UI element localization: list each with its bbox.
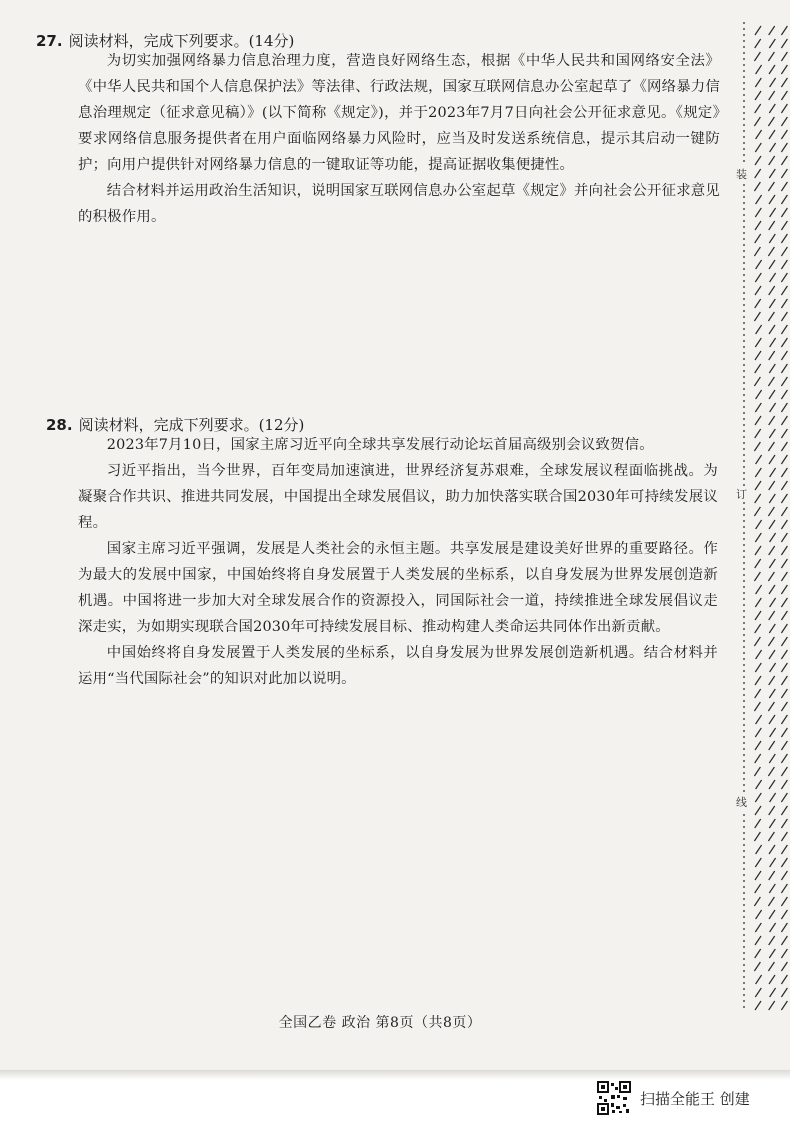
page-edge-shadow — [0, 1070, 790, 1080]
question-27-material: 为切实加强网络暴力信息治理力度，营造良好网络生态，根据《中华人民共和国网络安全法》《中华人民共和国个人信息保护法》等法律、行政法规，国家互联网信息办公室起草了《网络暴力信息治理规定（征求意见稿）》(以下简称《规定》)，并于2023年7月7日向社会公开征求意见。《规定》要求网络信息服务提供者在用户面临网络暴力风险时，应当及时发送系统信息，提示其启动一键防护；向用户提供针对网络暴力信息的一键取证等功能，提高证据收集便捷性。 — [78, 53, 720, 173]
question-27-heading: 阅读材料，完成下列要求。(14分) — [68, 32, 295, 50]
question-28-number: 28. — [46, 416, 73, 434]
question-28-heading: 阅读材料，完成下列要求。(12分) — [78, 416, 305, 434]
question-28-paragraph-2: 习近平指出，当今世界，百年变局加速演进，世界经济复苏艰难，全球发展议程面临挑战。为凝聚合作共识、推进共同发展，中国提出全球发展倡议，助力加快落实联合国2030年可持续发展议程。 — [78, 463, 718, 531]
question-27-body — [78, 48, 720, 230]
binding-char-xian: 线 — [736, 796, 747, 809]
question-28-body — [78, 432, 718, 692]
question-28-prompt: 中国始终将自身发展置于人类发展的坐标系，以自身发展为世界发展创造新机遇。结合材料并运用“当代国际社会”的知识对此加以说明。 — [78, 645, 718, 687]
question-28-paragraph-1: 2023年7月10日，国家主席习近平向全球共享发展行动论坛首届高级别会议致贺信。 — [106, 437, 654, 453]
question-27-number: 27. — [36, 32, 63, 50]
page-footer: 全国乙卷 政治 第8页（共8页） — [278, 1015, 482, 1031]
scanner-watermark-text: 扫描全能王 创建 — [640, 1090, 750, 1108]
question-28-paragraph-3: 国家主席习近平强调，发展是人类社会的永恒主题。共享发展是建设美好世界的重要路径。作为最大的发展中国家，中国始终将自身发展置于人类发展的坐标系，以自身发展为世界发展创造新机遇。中国将进一步加大对全球发展合作的资源投入，同国际社会一道，持续推进全球发展倡议走深走实，为如期实现联合国2030年可持续发展目标、推动构建人类命运共同体作出新贡献。 — [78, 541, 718, 635]
question-27-prompt: 结合材料并运用政治生活知识，说明国家互联网信息办公室起草《规定》并向社会公开征求意见的积极作用。 — [78, 183, 720, 225]
binding-char-zhuang: 装 — [736, 168, 747, 181]
qr-code-icon — [597, 1081, 631, 1115]
binding-char-ding: 订 — [736, 488, 747, 501]
